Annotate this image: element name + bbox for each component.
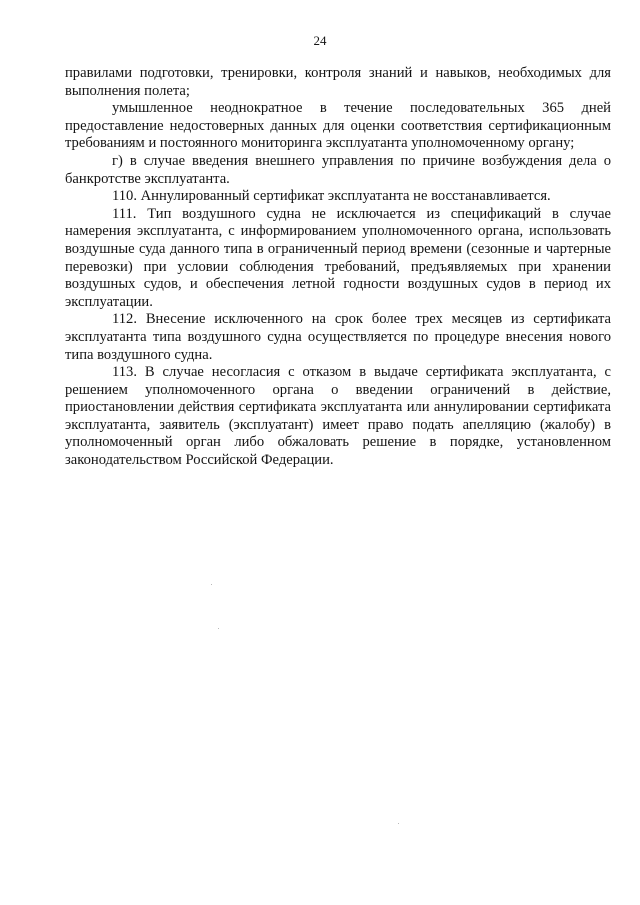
page-number: 24: [313, 33, 327, 48]
scan-artifact-dot: [211, 584, 212, 585]
paragraph-item-g: г) в случае введения внешнего управления по причине возбуждения дела о банкротстве эксплуатанта.: [65, 152, 611, 187]
document-body: [65, 65, 611, 470]
paragraph-110: 110. Аннулированный сертификат эксплуатанта не восстанавливается.: [112, 188, 551, 205]
scan-artifact-dot: [398, 823, 399, 824]
paragraph-111: 111. Тип воздушного судна не исключается из спецификаций в случае намерения эксплуатанта, с информированием уполномоченного органа, использовать воздушные суда данного типа в ограниченный период времени (сезонные и чартерные перевозки) при условии соблюдения требований, предъявляемых при хранении воздушных судов, и обеспечения летной годности воздушных судов в период их эксплуатации.: [65, 205, 611, 310]
paragraph-continuation: правилами подготовки, тренировки, контроля знаний и навыков, необходимых для выполнения полета;: [65, 65, 611, 99]
scan-artifact-dot: [218, 628, 219, 629]
paragraph-false-data: умышленное неоднократное в течение последовательных 365 дней предоставление недостоверных данных для оценки соответствия сертификационным требованиям и постоянного мониторинга эксплуатанта уполномоченному органу;: [65, 100, 611, 152]
paragraph-113: 113. В случае несогласия с отказом в выдаче сертификата эксплуатанта, с решением уполномоченного органа о введении ограничений в действие, приостановлении действия сертификата эксплуатанта или аннулировании сертификата эксплуатанта, заявитель (эксплуатант) имеет право подать апелляцию (жалобу) в уполномоченный орган либо обжаловать решение в порядке, установленном законодательством Российской Федерации.: [65, 364, 611, 469]
paragraph-112: 112. Внесение исключенного на срок более трех месяцев из сертификата эксплуатанта типа воздушного судна осуществляется по процедуре внесения нового типа воздушного судна.: [65, 311, 611, 363]
